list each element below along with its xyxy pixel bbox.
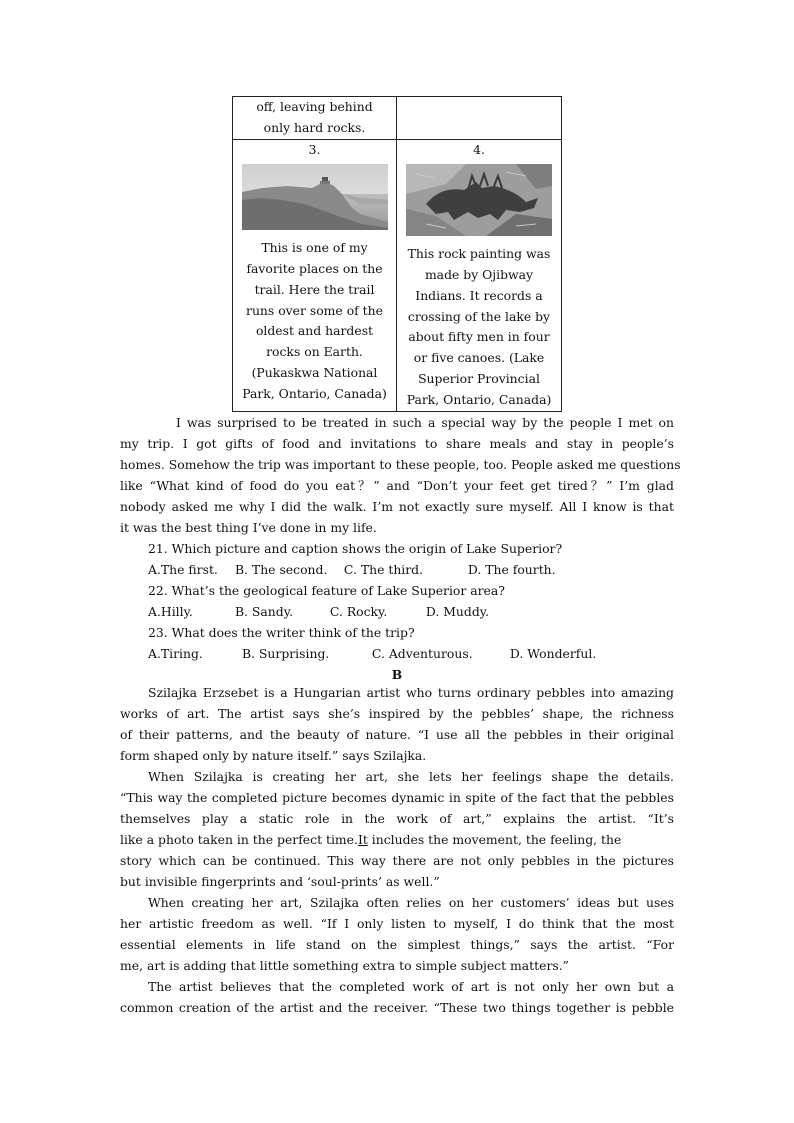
paragraph-line: essential elements in life stand on the simplest things,” says the artist. “For xyxy=(120,937,674,952)
paragraph-line xyxy=(120,829,674,850)
paragraph-line: I was surprised to be treated in such a special way by the people I met on xyxy=(176,415,674,430)
rock-painting-photo xyxy=(406,164,552,236)
option-a[interactable]: A.Tiring. xyxy=(148,646,203,661)
caption-line: or five canoes. (Lake xyxy=(413,350,545,366)
paragraph-line: my trip. I got gifts of food and invitations to share meals and stay in people’s xyxy=(120,436,674,451)
paragraph-line: The artist believes that the completed work of art is not only her own but a xyxy=(148,979,674,994)
paragraph-line: themselves play a static role in the work of art,” explains the artist. “It’s xyxy=(120,811,674,826)
paragraph-line: it was the best thing I’ve done in my life. xyxy=(120,520,377,535)
caption-line: runs over some of the xyxy=(246,302,383,318)
option-b[interactable]: B. Sandy. xyxy=(234,604,294,619)
paragraph-line: her artistic freedom as well. “If I only listen to myself, I do think that the most xyxy=(120,916,674,931)
question-stem: 21. Which picture and caption shows the origin of Lake Superior? xyxy=(148,541,563,556)
question-stem: 22. What’s the geological feature of Lake Superior area? xyxy=(148,583,505,598)
paragraph-line: but invisible fingerprints and ‘soul-prints’ as well.” xyxy=(120,874,440,889)
question-options xyxy=(148,559,702,580)
option-b[interactable]: B. Surprising. xyxy=(241,646,330,661)
paragraph-line: homes. Somehow the trip was important to these people, too. People asked me questions xyxy=(120,457,681,472)
caption-line: This is one of my xyxy=(261,239,368,255)
option-c[interactable]: C. Adventurous. xyxy=(371,646,473,661)
question-options xyxy=(148,643,702,664)
option-a[interactable]: A.The first. xyxy=(148,562,218,577)
option-c[interactable]: C. The third. xyxy=(343,562,424,577)
text-span: includes the movement, the feeling, the xyxy=(367,832,622,847)
paragraph-line: form shaped only by nature itself.” says Szilajka. xyxy=(120,748,427,763)
option-d[interactable]: D. Muddy. xyxy=(425,604,490,619)
paragraph-line: nobody asked me why I did the walk. I’m not exactly sure myself. All I know is that xyxy=(120,499,674,514)
option-c[interactable]: C. Rocky. xyxy=(329,604,388,619)
caption-line: rocks on Earth. xyxy=(266,344,363,360)
picture-number: 4. xyxy=(473,141,485,157)
caption-line: off, leaving behind xyxy=(256,99,373,114)
table-cell-picture-4 xyxy=(397,139,562,411)
paragraph-line: of their patterns, and the beauty of nature. “I use all the pebbles in their original xyxy=(120,727,674,742)
caption-line: Superior Provincial xyxy=(418,371,540,387)
picture-number: 3. xyxy=(308,141,321,157)
caption-line: Park, Ontario, Canada) xyxy=(242,386,387,402)
paragraph-line: “This way the completed picture becomes dynamic in spite of the fact that the pebbles xyxy=(120,790,674,805)
table-row xyxy=(233,139,562,411)
caption-line: only hard rocks. xyxy=(263,119,366,135)
coastal-trail-photo xyxy=(242,164,388,230)
paragraph-line: story which can be continued. This way there are not only pebbles in the pictures xyxy=(120,853,674,868)
caption-line: trail. Here the trail xyxy=(254,281,375,297)
table-cell-empty xyxy=(397,97,562,140)
paragraph-line: When Szilajka is creating her art, she lets her feelings shape the details. xyxy=(148,769,674,784)
option-d[interactable]: D. The fourth. xyxy=(467,562,556,577)
option-a[interactable]: A.Hilly. xyxy=(148,604,193,619)
option-d[interactable]: D. Wonderful. xyxy=(509,646,597,661)
question-stem: 23. What does the writer think of the trip? xyxy=(148,625,415,640)
paragraph-line: like “What kind of food do you eat？” and “Don’t your feet get tired？” I’m glad xyxy=(120,478,674,493)
section-heading-b: B xyxy=(391,667,403,682)
paragraph-line: me, art is adding that little something extra to simple subject matters.” xyxy=(120,958,570,973)
text-span: like a photo taken in the perfect time. xyxy=(120,832,358,847)
question-options xyxy=(148,601,702,622)
table-cell xyxy=(233,97,397,140)
caption-line: Indians. It records a xyxy=(415,287,543,303)
paragraph-line: Szilajka Erzsebet is a Hungarian artist who turns ordinary pebbles into amazing xyxy=(148,685,674,700)
table-cell-picture-3 xyxy=(233,139,397,411)
picture-caption-table xyxy=(232,96,562,412)
option-b[interactable]: B. The second. xyxy=(234,562,328,577)
caption-line: Park, Ontario, Canada) xyxy=(406,392,552,408)
underlined-word: It xyxy=(357,832,368,847)
caption-line: favorite places on the xyxy=(246,260,383,276)
caption-line: (Pukaskwa National xyxy=(251,365,378,381)
caption-line: crossing of the lake by xyxy=(407,308,551,324)
caption-line: This rock painting was xyxy=(407,245,551,261)
table-row xyxy=(233,97,562,140)
paragraph-line: common creation of the artist and the receiver. “These two things together is pebble xyxy=(120,1000,674,1015)
caption-line: oldest and hardest xyxy=(255,323,374,339)
caption-line: made by Ojibway xyxy=(424,266,534,282)
caption-line: about fifty men in four xyxy=(408,329,550,345)
paragraph-line: When creating her art, Szilajka often relies on her customers’ ideas but uses xyxy=(148,895,674,910)
paragraph-line: works of art. The artist says she’s inspired by the pebbles’ shape, the richness xyxy=(120,706,674,721)
